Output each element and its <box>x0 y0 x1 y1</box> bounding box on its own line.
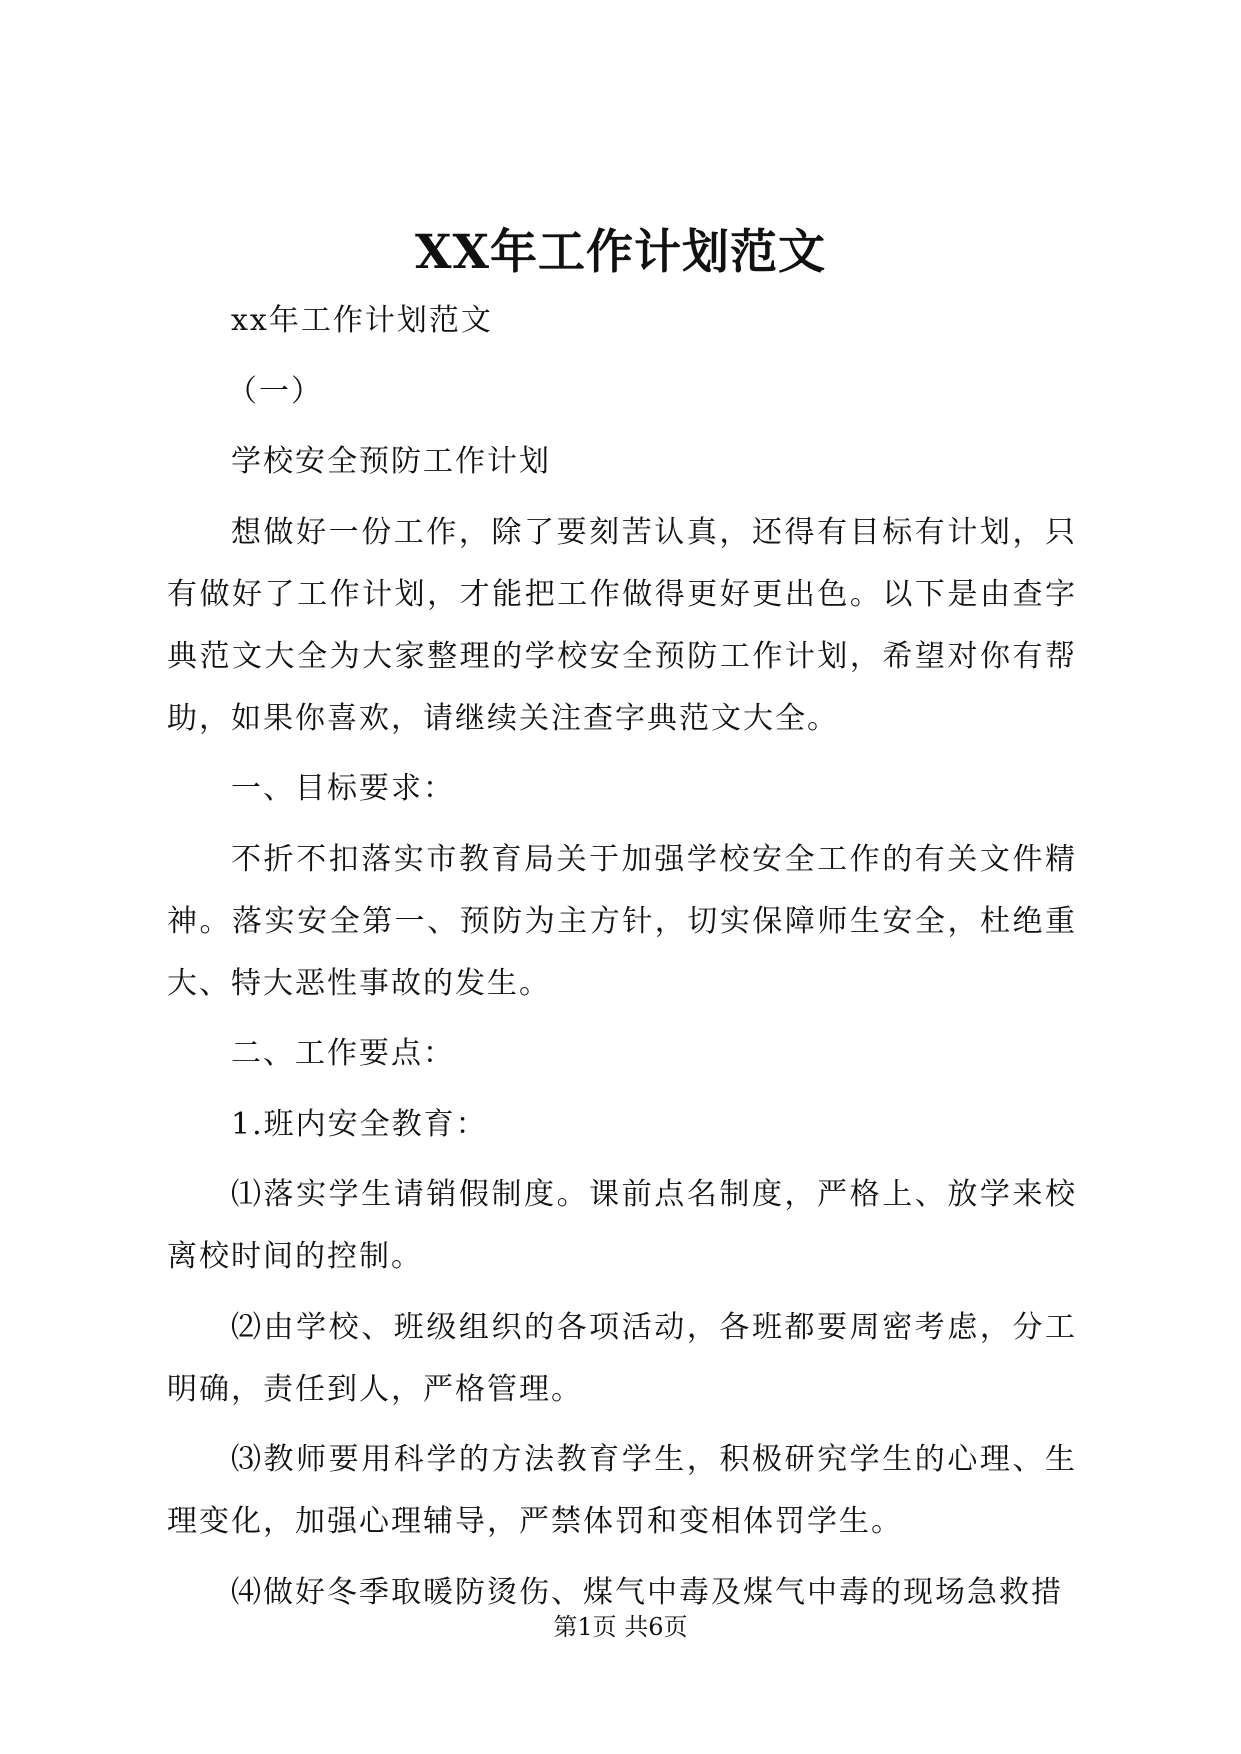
list-item: ⑷做好冬季取暖防烫伤、煤气中毒及煤气中毒的现场急救措 <box>231 1574 1063 1610</box>
paragraph-goals-body: 不折不扣落实市教育局关于加强学校安全工作的有关文件精神。落实安全第一、预防为主方针，切实保障师生安全，杜绝重大、特大恶性事故的发生。 <box>167 841 1077 1001</box>
paragraph-section-goals: 一、目标要求： <box>231 771 455 806</box>
page-number-footer: 第1页 共6页 <box>553 1613 688 1641</box>
paragraph-subsection: 1.班内安全教育： <box>231 1106 488 1142</box>
list-item: ⑵由学校、班级组织的各项活动，各班都要周密考虑，分工明确，责任到人，严格管理。 <box>167 1309 1077 1407</box>
paragraph-subtitle: xx年工作计划范文 <box>231 303 493 338</box>
paragraph-section-points: 二、工作要点： <box>231 1036 455 1071</box>
list-item: ⑶教师要用科学的方法教育学生，积极研究学生的心理、生理变化，加强心理辅导，严禁体罚和变相体罚学生。 <box>167 1442 1077 1539</box>
paragraph-intro: 想做好一份工作，除了要刻苦认真，还得有目标有计划，只有做好了工作计划，才能把工作做得更好更出色。以下是由查字典范文大全为大家整理的学校安全预防工作计划，希望对你有帮助，如果你喜欢，请继续关注查字典范文大全。 <box>167 514 1077 736</box>
list-item: ⑴落实学生请销假制度。课前点名制度，严格上、放学来校离校时间的控制。 <box>167 1177 1077 1274</box>
document-body <box>167 290 1077 1632</box>
paragraph-section-number: （一） <box>227 373 323 409</box>
paragraph-heading: 学校安全预防工作计划 <box>231 444 551 479</box>
document-title: XX年工作计划范文 <box>415 225 826 280</box>
